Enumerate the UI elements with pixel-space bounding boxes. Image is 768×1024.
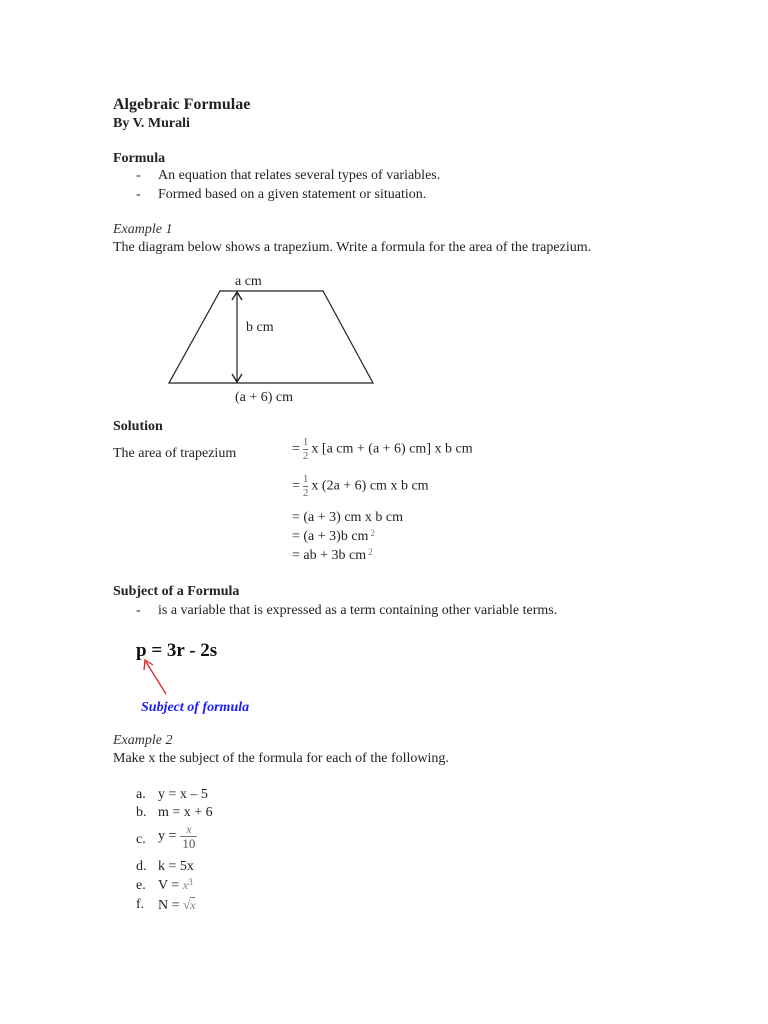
example2-label: Example 2 xyxy=(113,733,173,748)
formula-bullet-1: An equation that relates several types of variables. xyxy=(158,168,441,183)
example2-text: Make x the subject of the formula for each of the following. xyxy=(113,751,449,766)
subject-bullet: is a variable that is expressed as a term containing other variable terms. xyxy=(158,603,558,618)
x-over-10-fraction: $\frac{x}{10}$ xyxy=(182,822,196,851)
subject-heading: Subject of a Formula xyxy=(113,584,240,599)
bullet-dash: - xyxy=(136,187,141,202)
item-d: k = 5x xyxy=(158,859,194,874)
solution-step-5: = ab + 3b cm $^2$ xyxy=(292,547,373,563)
bullet-dash: - xyxy=(136,603,141,618)
height-label: b cm xyxy=(246,320,274,335)
top-side-label: a cm xyxy=(235,274,262,289)
trapezium-shape xyxy=(169,291,373,383)
example1-text: The diagram below shows a trapezium. Write a formula for the area of the trapezium. xyxy=(113,240,592,255)
author-line: By V. Murali xyxy=(113,116,190,131)
item-f: N = √x xyxy=(158,897,196,913)
item-letter-c: c. xyxy=(136,832,146,847)
callout-arrow xyxy=(138,656,178,698)
subject-callout: Subject of formula xyxy=(141,700,250,715)
sqrt-icon: √ xyxy=(183,897,191,912)
trapezium-diagram xyxy=(160,272,390,392)
item-letter-f: f. xyxy=(136,897,145,912)
solution-step-1: = $\frac{1}{2}$ x [a cm + (a + 6) cm] x b cm xyxy=(292,436,473,462)
solution-step-4: = (a + 3)b cm $^2$ xyxy=(292,528,375,544)
item-c: y = $\frac{x}{10}$ xyxy=(158,822,196,851)
bottom-side-label: (a + 6) cm xyxy=(235,390,294,405)
item-letter-e: e. xyxy=(136,878,146,893)
item-letter-a: a. xyxy=(136,787,146,802)
item-b: m = x + 6 xyxy=(158,805,213,820)
solution-step-3: = (a + 3) cm x b cm xyxy=(292,510,404,525)
page-title: Algebraic Formulae xyxy=(113,96,251,113)
formula-bullet-2: Formed based on a given statement or situation. xyxy=(158,187,427,202)
item-e: $V = x^3$ xyxy=(158,877,193,893)
example1-label: Example 1 xyxy=(113,222,173,237)
half-fraction: $\frac{1}{2}$ xyxy=(302,436,309,462)
item-a: y = x – 5 xyxy=(158,787,208,802)
half-fraction: $\frac{1}{2}$ xyxy=(302,473,309,499)
item-letter-b: b. xyxy=(136,805,147,820)
subject-formula: p = 3r - 2s xyxy=(136,640,218,661)
item-letter-d: d. xyxy=(136,859,147,874)
bullet-dash: - xyxy=(136,168,141,183)
solution-lhs: The area of trapezium xyxy=(113,446,237,461)
formula-heading: Formula xyxy=(113,151,166,166)
solution-heading: Solution xyxy=(113,419,163,434)
solution-step-2: = $\frac{1}{2}$ x (2a + 6) cm x b cm xyxy=(292,473,429,499)
